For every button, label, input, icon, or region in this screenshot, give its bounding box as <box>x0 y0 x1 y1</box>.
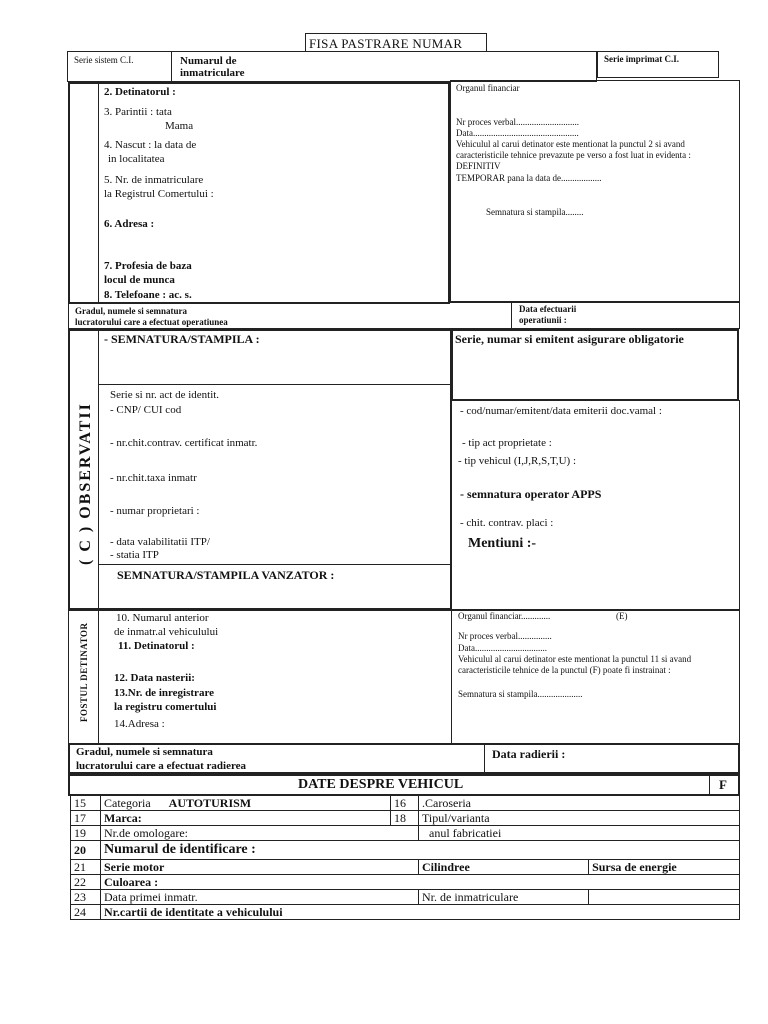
vehicul-table <box>70 795 740 920</box>
table-row <box>71 811 740 826</box>
form-title: FISA PASTRARE NUMAR <box>309 36 463 51</box>
organ2-text-1: Vehiculul al carui detinator este mentionat la punctul 11 si avand <box>458 654 692 664</box>
definitiv-label: DEFINITIV <box>456 161 501 171</box>
vehicul-title: DATE DESPRE VEHICUL <box>298 777 464 792</box>
autoturism-value: AUTOTURISM <box>168 796 252 810</box>
fostul-detinator-side-label: FOSTUL DETINATOR <box>79 622 89 722</box>
tipul-label: Tipul/varianta <box>419 811 740 826</box>
mentiuni-label: Mentiuni :- <box>468 536 537 551</box>
identificare-label: Numarul de identificare : <box>101 841 740 860</box>
organ-text-2: caracteristicile tehnice prevazute pe verso a fost luat in evidenta : <box>456 150 691 160</box>
cilindree-label: Cilindree <box>419 860 589 875</box>
e-marker: (E) <box>616 611 628 621</box>
detinatorul-label: 2. Detinatorul : <box>104 86 176 98</box>
nascut-label: 4. Nascut : la data de <box>104 139 197 151</box>
mama-label: Mama <box>165 120 194 132</box>
tip-act-label: - tip act proprietate : <box>462 437 552 449</box>
locul-munca-label: locul de munca <box>104 274 175 286</box>
organ-text-1: Vehiculul al carui detinator este mentionat la punctul 2 si avand <box>456 139 685 149</box>
semnatura-vanzator-label: SEMNATURA/STAMPILA VANZATOR : <box>117 568 335 582</box>
asigurare-label: Serie, numar si emitent asigurare obligatorie <box>455 332 684 346</box>
operatiunii-label: operatiunii : <box>519 315 567 325</box>
data-radierii-label: Data radierii : <box>492 747 566 761</box>
anul-fabricatiei-label: anul fabricatiei <box>419 826 740 841</box>
table-row <box>71 860 740 875</box>
tip-vehicul-label: - tip vehicul (I,J,R,S,T,U) : <box>458 455 577 467</box>
chit-placi-label: - chit. contrav. placi : <box>460 517 554 529</box>
semnatura-stampila-label: - SEMNATURA/STAMPILA : <box>104 332 260 346</box>
semnatura-stampila-1: Semnatura si stampila........ <box>486 207 584 217</box>
sursa-energie-label: Sursa de energie <box>589 860 740 875</box>
data-primei-label: Data primei inmatr. <box>101 890 419 905</box>
itp-valabilitate-label: - data valabilitatii ITP/ <box>110 536 210 548</box>
row-number: 24 <box>71 905 101 920</box>
vamal-box <box>451 400 740 610</box>
row-number: 23 <box>71 890 101 905</box>
serie-motor-label: Serie motor <box>101 860 419 875</box>
telefoane-label: 8. Telefoane : ac. s. <box>104 289 192 301</box>
numar-proprietari-label: - numar proprietari : <box>110 505 200 517</box>
row-number: 17 <box>71 811 101 826</box>
organ2-text-2: caracteristicile tehnice de la punctul (F) poate fi instrainat : <box>458 665 671 675</box>
table-row <box>71 890 740 905</box>
proces-verbal-2-line: Nr proces verbal............... <box>458 631 552 641</box>
serie-imprimat-label: Serie imprimat C.I. <box>604 54 679 64</box>
gradul-label-2: Gradul, numele si semnatura <box>76 746 213 758</box>
serie-sistem-label: Serie sistem C.I. <box>74 55 134 65</box>
row-number: 20 <box>71 841 101 860</box>
row-number: 22 <box>71 875 101 890</box>
organ-financiar-box <box>450 80 740 302</box>
gradul-label-1: Gradul, numele si semnatura <box>75 306 188 316</box>
nr-anterior-label: 10. Numarul anterior <box>116 612 209 624</box>
profesia-label: 7. Profesia de baza <box>104 260 192 272</box>
adresa-label: 6. Adresa : <box>104 218 155 230</box>
organ-financiar-title: Organul financiar <box>456 83 520 93</box>
observatii-side-label: ( C ) OBSERVATII <box>77 402 94 565</box>
row-number: 19 <box>71 826 101 841</box>
lucratorului-label-2: lucratorului care a efectuat radierea <box>76 760 247 772</box>
registru-comertului-label: la registru comertului <box>114 701 217 713</box>
table-row <box>71 905 740 920</box>
statia-itp-label: - statia ITP <box>110 549 159 561</box>
table-row <box>71 796 740 811</box>
row-number: 15 <box>71 796 101 811</box>
categoria-label: Categoria <box>104 796 151 810</box>
marca-label: Marca: <box>101 811 391 826</box>
semnatura-stampila-2: Semnatura si stampila.................... <box>458 689 583 699</box>
data-nasterii-label: 12. Data nasterii: <box>114 672 195 684</box>
nr-carte-identitate-label: Nr.cartii de identitate a vehiculului <box>101 905 740 920</box>
parintii-label: 3. Parintii : tata <box>104 106 172 118</box>
f-marker: F <box>719 777 727 792</box>
registrul-comertului-label: la Registrul Comertului : <box>104 188 214 200</box>
data-line: Data............................................... <box>456 128 579 138</box>
fost-detinatorul-label: 11. Detinatorul : <box>118 640 195 652</box>
cnp-label: - CNP/ CUI cod <box>110 404 182 416</box>
table-row <box>71 875 740 890</box>
chit-taxa-label: - nr.chit.taxa inmatr <box>110 472 197 484</box>
row-number: 21 <box>71 860 101 875</box>
localitatea-label: in localitatea <box>108 153 165 165</box>
doc-vamal-label: - cod/numar/emitent/data emiterii doc.vamal : <box>460 405 662 417</box>
fost-adresa-label: 14.Adresa : <box>114 718 165 730</box>
operator-apps-label: - semnatura operator APPS <box>460 487 602 501</box>
caroseria-label: .Caroseria <box>419 796 740 811</box>
nr-inregistrare-label: 13.Nr. de inregistrare <box>114 687 215 699</box>
lucratorului-label-1: lucratorului care a efectuat operatiunea <box>75 317 228 327</box>
row-number: 18 <box>391 811 419 826</box>
culoarea-label: Culoarea : <box>101 875 740 890</box>
serie-act-label: Serie si nr. act de identit. <box>110 389 220 401</box>
table-row <box>71 826 740 841</box>
proces-verbal-line: Nr proces verbal............................ <box>456 117 579 127</box>
numarul-inmatriculare-label: Numarul de inmatriculare <box>180 55 245 80</box>
data-efectuarii-label: Data efectuarii <box>519 304 577 314</box>
table-row <box>71 841 740 860</box>
temporar-label: TEMPORAR pana la data de.................. <box>456 173 602 183</box>
inmatr-vehiculului-label: de inmatr.al vehiculului <box>114 626 219 638</box>
data-2-line: Data................................ <box>458 643 547 653</box>
header-row <box>67 51 597 82</box>
omologare-label: Nr.de omologare: <box>101 826 419 841</box>
nr-inmatriculare-label: 5. Nr. de inmatriculare <box>104 174 204 186</box>
chit-contrav-label: - nr.chit.contrav. certificat inmatr. <box>110 437 258 449</box>
organ-financiar-2-title: Organul financiar............. <box>458 611 551 621</box>
row-number: 16 <box>391 796 419 811</box>
nr-inmatriculare-table-label: Nr. de inmatriculare <box>419 890 589 905</box>
